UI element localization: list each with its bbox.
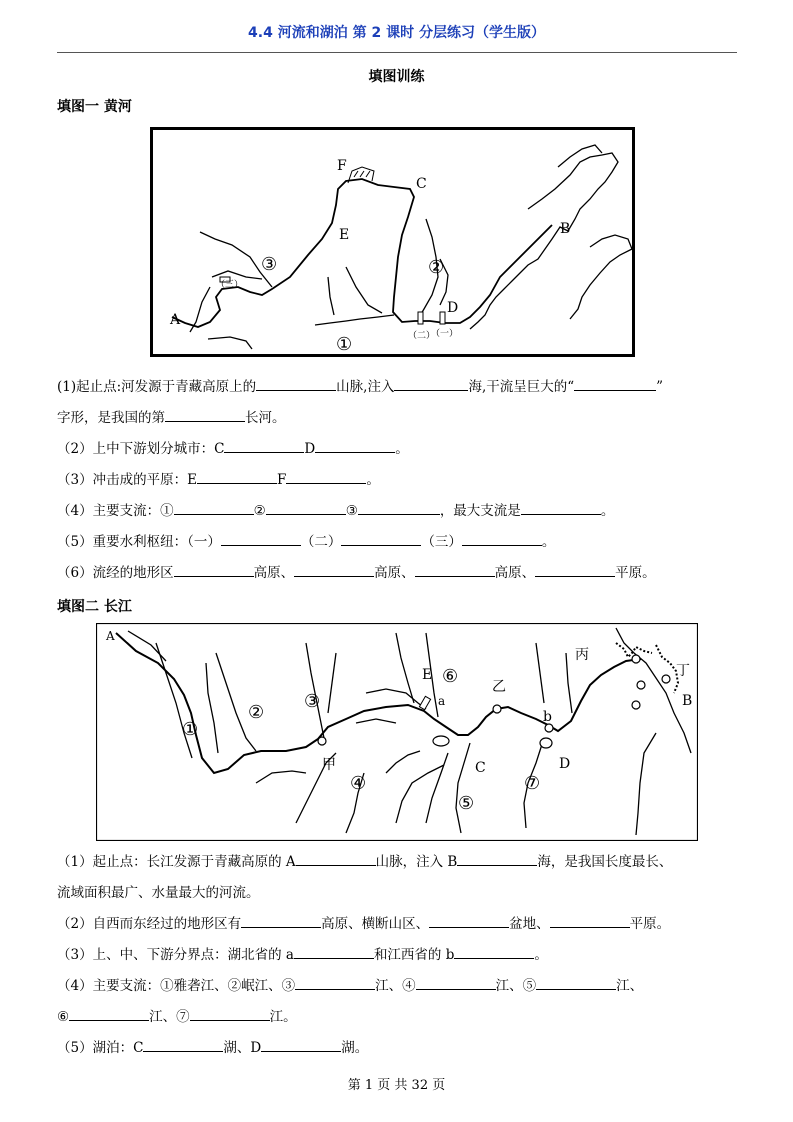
blank-trib-2[interactable] <box>266 501 346 515</box>
blank-city-d[interactable] <box>315 439 395 453</box>
city-jia-icon <box>318 737 326 745</box>
label-dam3: （三） <box>216 280 244 290</box>
label-D: D <box>559 756 571 772</box>
blank-trib-5[interactable] <box>536 976 616 990</box>
q1-line2: 字形，是我国的第 长河。 <box>57 410 286 426</box>
q1-line4: （3）冲击成的平原：E F 。 <box>57 472 380 488</box>
blank-mountain[interactable] <box>256 377 336 391</box>
label-C: C <box>475 760 486 776</box>
blank-estuary-sea[interactable] <box>457 852 537 866</box>
figure1-title: 填图一 黄河 <box>57 99 132 115</box>
label-b: b <box>543 709 552 725</box>
q2-line4: （3）上、中、下游分界点：湖北省的 a 和江西省的 b 。 <box>57 947 548 963</box>
label-2: ② <box>248 702 265 723</box>
blank-basin[interactable] <box>429 914 509 928</box>
label-A: A <box>106 629 115 643</box>
label-yi: 乙 <box>492 679 506 695</box>
blank-trib-4[interactable] <box>416 976 496 990</box>
section-title: 填图训练 <box>368 69 425 85</box>
q1-line1: (1)起止点:河发源于青藏高原上的 山脉,注入 海,干流呈巨大的“ ” <box>57 379 664 395</box>
blank-trib-1[interactable] <box>174 501 254 515</box>
city-a2-icon <box>637 681 645 689</box>
blank-plain-f[interactable] <box>286 470 366 484</box>
label-E: E <box>339 227 350 243</box>
blank-plain[interactable] <box>550 914 630 928</box>
label-dam1: （一） <box>431 329 459 339</box>
label-D: D <box>447 300 459 316</box>
label-ding: 丁 <box>676 663 690 679</box>
blank-plain-e[interactable] <box>197 470 277 484</box>
label-7: ⑦ <box>524 773 541 794</box>
label-B: B <box>560 221 571 237</box>
label-3: ③ <box>261 254 278 275</box>
label-6: ⑥ <box>442 666 459 687</box>
blank-largest-trib[interactable] <box>521 501 601 515</box>
yangtze-river-map <box>96 623 698 841</box>
q2-line6: ⑥ 江、⑦ 江。 <box>57 1009 297 1025</box>
city-bing-icon <box>632 655 640 663</box>
yellow-river-map <box>150 127 635 357</box>
label-F: F <box>337 158 347 174</box>
dam-2-icon <box>418 312 423 324</box>
page-footer: 第 1 页 共 32 页 <box>347 1078 446 1093</box>
q2-line2: 流域面积最广、水量最大的河流。 <box>57 885 260 901</box>
blank-shape[interactable] <box>574 377 656 391</box>
q2-line5: （4）主要支流：①雅砻江、②岷江、③ 江、④ 江、⑤ 江、 <box>57 978 644 994</box>
label-A: A <box>170 312 181 328</box>
city-ding-icon <box>662 675 670 683</box>
blank-dam-1[interactable] <box>221 532 301 546</box>
q2-line3: （2）自西而东经过的地形区有 高原、横断山区、 盆地、 平原。 <box>57 916 671 932</box>
blank-terrain-2[interactable] <box>294 563 374 577</box>
city-b2-icon <box>632 701 640 709</box>
q2-line7: （5）湖泊：C 湖、D 湖。 <box>57 1040 369 1056</box>
blank-trib-7[interactable] <box>190 1007 270 1021</box>
blank-city-b[interactable] <box>454 945 534 959</box>
blank-terrain-3[interactable] <box>415 563 495 577</box>
blank-trib-3[interactable] <box>358 501 440 515</box>
blank-plateau[interactable] <box>241 914 321 928</box>
label-dam2: （二） <box>408 331 436 341</box>
blank-city-c[interactable] <box>224 439 304 453</box>
q1-line3: （2）上中下游划分城市：C D 。 <box>57 441 409 457</box>
q1-line7: （6）流经的地形区 高原、 高原、 高原、 平原。 <box>57 565 656 581</box>
blank-dam-3[interactable] <box>462 532 542 546</box>
blank-terrain-1[interactable] <box>174 563 254 577</box>
blank-lake-c[interactable] <box>143 1038 223 1052</box>
blank-dam-2[interactable] <box>341 532 421 546</box>
blank-trib-6[interactable] <box>69 1007 149 1021</box>
dam-1-icon <box>440 312 445 324</box>
q1-line5: （4）主要支流：① ② ③ ，最大支流是 。 <box>57 503 615 519</box>
blank-sea[interactable] <box>394 377 468 391</box>
blank-lake-d[interactable] <box>261 1038 341 1052</box>
label-E: E <box>422 667 433 683</box>
label-1: ① <box>336 334 353 355</box>
label-4: ④ <box>350 773 367 794</box>
document-header: 4.4 河流和湖泊 第 2 课时 分层练习（学生版） <box>248 25 545 41</box>
figure2-title: 填图二 长江 <box>57 599 132 615</box>
label-jia: 甲 <box>322 757 336 773</box>
lake-d-icon <box>540 738 552 748</box>
city-yi-icon <box>493 705 501 713</box>
label-3: ③ <box>304 691 321 712</box>
q2-line1: （1）起止点：长江发源于青藏高原的 A 山脉，注入 B 海，是我国长度最长、 <box>57 854 673 870</box>
label-5: ⑤ <box>458 793 475 814</box>
label-C: C <box>416 176 427 192</box>
q1-line6: （5）重要水利枢纽：（一） （二） （三） 。 <box>57 534 556 550</box>
label-B: B <box>682 693 693 709</box>
header-divider <box>57 52 737 53</box>
city-b-icon <box>545 724 553 732</box>
blank-rank[interactable] <box>165 408 245 422</box>
label-1: ① <box>182 719 199 740</box>
label-bing: 丙 <box>575 647 589 663</box>
blank-trib-3[interactable] <box>295 976 375 990</box>
blank-source-mountain[interactable] <box>296 852 376 866</box>
lake-c-icon <box>433 736 449 746</box>
label-a: a <box>438 694 446 708</box>
blank-city-a[interactable] <box>294 945 374 959</box>
blank-terrain-4[interactable] <box>535 563 615 577</box>
label-2: ② <box>428 257 445 278</box>
